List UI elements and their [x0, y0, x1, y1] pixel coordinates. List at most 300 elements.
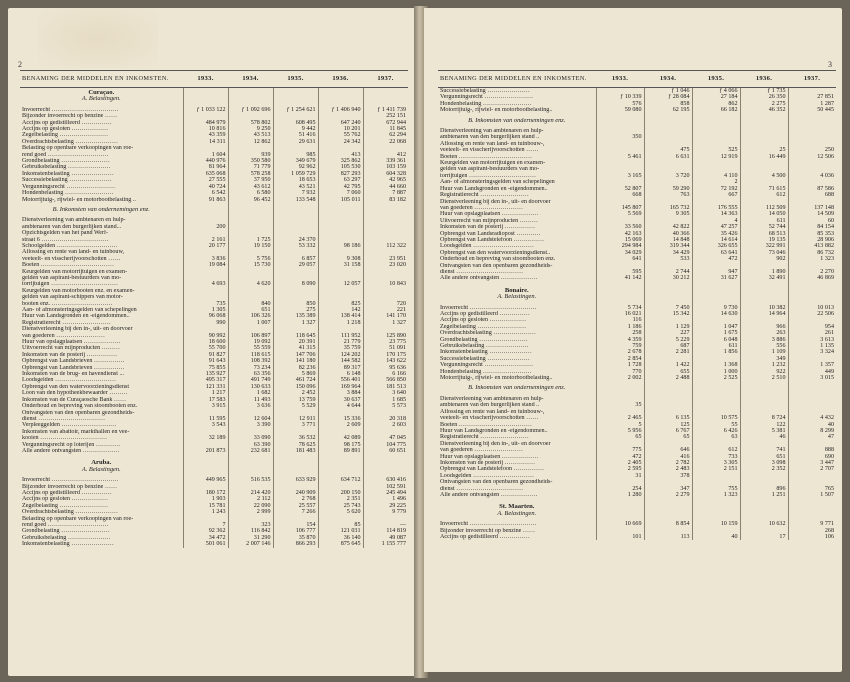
- value-cell: 2 609: [318, 422, 363, 428]
- value-cell: ƒ 4 066: [692, 88, 740, 95]
- value-cell: 4 036: [788, 173, 836, 179]
- value-cell: 668: [596, 192, 644, 198]
- value-cell: 349 679: [273, 158, 318, 164]
- value-cell: 1 232: [740, 362, 788, 368]
- value-cell: 1 675: [692, 330, 740, 336]
- value-cell: 43 521: [273, 184, 318, 190]
- value-cell: 143 622: [363, 358, 408, 364]
- value-cell: 5 573: [363, 403, 408, 409]
- table-row: [438, 492, 836, 498]
- value-cell: 12 911: [273, 416, 318, 422]
- value-cell: 35: [596, 402, 644, 408]
- value-cell: 18 600: [183, 339, 228, 345]
- column-header-1936: 1936.: [740, 71, 788, 88]
- value-cell: 449 965: [183, 477, 228, 483]
- table-row: [438, 192, 836, 198]
- value-cell: 608 495: [273, 120, 318, 126]
- value-cell: 2 768: [273, 496, 318, 502]
- value-cell: 33 090: [228, 435, 273, 441]
- value-cell: 651: [228, 307, 273, 313]
- row-label: Overdrachtsbelasting …………………: [22, 138, 118, 145]
- value-cell: 604 328: [363, 171, 408, 177]
- value-cell: 252 151: [363, 113, 408, 119]
- row-label: Loodsgelden …………………………: [22, 377, 116, 384]
- value-cell: 2 151: [692, 466, 740, 472]
- value-cell: 349: [740, 356, 788, 362]
- value-cell: 31 627: [692, 275, 740, 281]
- row-label: booten enz. …………………………: [22, 300, 113, 307]
- right-page-number: 3: [828, 60, 832, 69]
- table-row: [20, 377, 408, 383]
- table-row: [438, 415, 836, 421]
- left-table-header: [20, 71, 408, 88]
- row-label: Opbrengst van Landstelefoon ……………: [440, 466, 545, 473]
- row-label: Opbrengst van Landsbrieven ……………: [22, 364, 125, 371]
- row-label: Opbrengst van den watervoorzieningsdienst: [22, 383, 130, 390]
- value-cell: 7 450: [644, 305, 692, 311]
- value-cell: 87 586: [788, 186, 836, 192]
- value-cell: 55 559: [228, 345, 273, 351]
- empty-cell: [596, 502, 644, 510]
- column-header-1937: 1937.: [788, 71, 836, 88]
- value-cell: 763: [644, 192, 692, 198]
- value-cell: 7 266: [273, 509, 318, 515]
- value-cell: 135 927: [183, 371, 228, 377]
- value-cell: 4 432: [788, 415, 836, 421]
- value-cell: 10 159: [692, 521, 740, 527]
- value-cell: 1 327: [273, 320, 318, 326]
- right-revenue-table: [438, 70, 836, 540]
- value-cell: 22 090: [228, 503, 273, 509]
- row-label: Dienstverleening van ambtenaren en hulp-: [440, 128, 544, 135]
- value-cell: 113: [644, 534, 692, 540]
- value-cell: 1 000: [692, 369, 740, 375]
- row-label: rend goed …………………………: [22, 522, 109, 528]
- value-cell: 66 182: [692, 107, 740, 113]
- value-cell: 2 007 146: [228, 541, 273, 547]
- row-label: Keurgelden van motorrijtuigen en examen-: [440, 160, 546, 167]
- value-cell: 947: [692, 269, 740, 275]
- row-label: Boeten ………………………………: [440, 421, 532, 428]
- value-cell: 138 414: [318, 313, 363, 319]
- table-row: [20, 477, 408, 483]
- value-cell: 3 447: [788, 460, 836, 466]
- value-cell: 89 891: [318, 448, 363, 454]
- value-cell: 41 315: [273, 345, 318, 351]
- value-cell: 2 854: [596, 356, 644, 362]
- value-cell: 9 730: [692, 305, 740, 311]
- value-cell: 325 862: [318, 158, 363, 164]
- value-cell: ƒ 10 339: [596, 94, 644, 100]
- value-cell: 1 728: [596, 362, 644, 368]
- value-cell: 3 543: [183, 422, 228, 428]
- table-row: [438, 362, 836, 368]
- value-cell: 15 336: [318, 416, 363, 422]
- value-cell: 1 422: [644, 362, 692, 368]
- value-cell: 81 964: [183, 164, 228, 170]
- value-cell: 5 869: [273, 371, 318, 377]
- section-title: St. Maarten.: [499, 503, 535, 511]
- value-cell: 7 887: [363, 190, 408, 196]
- value-cell: 227: [644, 330, 692, 336]
- value-cell: 12 919: [692, 154, 740, 160]
- value-cell: 68 513: [740, 231, 788, 237]
- value-cell: 667: [692, 192, 740, 198]
- value-cell: 106 326: [228, 313, 273, 319]
- value-cell: 896: [740, 486, 788, 492]
- row-label: Opzichtsgelden van het pand Werf-: [22, 230, 109, 237]
- row-label: torrijtuigen ……………………………: [22, 281, 118, 288]
- value-cell: 690: [788, 454, 836, 460]
- value-cell: 90 992: [183, 333, 228, 339]
- value-cell: 9 305: [644, 211, 692, 217]
- row-label: Huur van Landsgronden en -eigendommen..: [440, 427, 548, 434]
- table-row: [20, 541, 408, 547]
- value-cell: 28 906: [788, 237, 836, 243]
- value-cell: 10 575: [692, 415, 740, 421]
- value-cell: 825: [318, 301, 363, 307]
- value-cell: 1 218: [318, 320, 363, 326]
- value-cell: 141 180: [273, 358, 318, 364]
- value-cell: 103 159: [363, 164, 408, 170]
- value-cell: 44 660: [363, 184, 408, 190]
- value-cell: 2 281: [644, 349, 692, 355]
- table-row: [438, 88, 836, 95]
- value-cell: 378: [644, 473, 692, 479]
- value-cell: 5 461: [596, 154, 644, 160]
- right-page: [424, 8, 842, 672]
- value-cell: 651: [740, 454, 788, 460]
- value-cell: 31 158: [318, 262, 363, 268]
- value-cell: ƒ 1 033 122: [183, 107, 228, 113]
- value-cell: 1 890: [740, 269, 788, 275]
- value-cell: 51 416: [273, 132, 318, 138]
- value-cell: 29 057: [273, 262, 318, 268]
- row-label: Vergunningsrecht ……………………: [440, 362, 534, 369]
- table-row: [438, 211, 836, 217]
- value-cell: 10 816: [183, 126, 228, 132]
- value-cell: 525: [692, 147, 740, 153]
- value-cell: 576: [596, 101, 644, 107]
- value-cell: 2 002: [596, 375, 644, 381]
- value-cell: 827 293: [318, 171, 363, 177]
- row-label: Invoerrecht ……………………………: [22, 106, 119, 113]
- value-cell: 75 855: [183, 365, 228, 371]
- value-cell: 121 331: [183, 384, 228, 390]
- subsection-title: B. Inkomsten van ondernemingen enz.: [468, 117, 566, 124]
- value-cell: 3 636: [228, 403, 273, 409]
- value-cell: 888: [788, 447, 836, 453]
- value-cell: 3 324: [788, 349, 836, 355]
- value-cell: 181 513: [363, 384, 408, 390]
- value-cell: 4 359: [596, 337, 644, 343]
- value-cell: 2: [692, 179, 740, 185]
- value-cell: 10 632: [740, 521, 788, 527]
- table-row: [20, 197, 408, 203]
- row-label: Registratierecht ……………………: [22, 319, 111, 326]
- value-cell: 16 021: [596, 311, 644, 317]
- row-label: Schoolgelden …………………………: [22, 242, 118, 249]
- section-title: Aruba.: [91, 459, 112, 467]
- table-row: [438, 447, 836, 453]
- row-label: Accijns op gesloten ………………: [22, 496, 109, 503]
- value-cell: 245 494: [363, 490, 408, 496]
- row-label: Inkomsten van de brug- en havendienst ...: [22, 371, 125, 378]
- value-cell: 121 031: [318, 528, 363, 534]
- value-cell: 595: [596, 269, 644, 275]
- row-label: Inkomsten van de posterij ……………: [440, 224, 536, 231]
- value-cell: 647 240: [318, 120, 363, 126]
- value-cell: 634 712: [318, 477, 363, 483]
- value-cell: 1 685: [363, 397, 408, 403]
- row-label: Ontvangsten van den openbaren gezondheids-: [22, 409, 135, 416]
- row-label: dienst ……………………………: [440, 268, 524, 275]
- value-cell: 775: [596, 447, 644, 453]
- value-cell: 5 529: [273, 403, 318, 409]
- value-cell: ƒ 1 254 621: [273, 107, 318, 113]
- value-cell: 240 909: [273, 490, 318, 496]
- value-cell: 137 148: [788, 205, 836, 211]
- value-cell: 3 836: [183, 256, 228, 262]
- value-cell: 633 929: [273, 477, 318, 483]
- row-label: Huur van opslagplaatsen ………………: [440, 211, 539, 218]
- value-cell: 47: [788, 434, 836, 440]
- row-label: Zegelbelasting ……………………: [22, 502, 109, 509]
- value-cell: 12 862: [228, 139, 273, 145]
- table-row: [20, 509, 408, 515]
- value-cell: 413 882: [788, 243, 836, 249]
- row-label: Onderhoud en bepreving van stoombooten enz.: [440, 256, 556, 263]
- row-label: Verpleeggelden ………………………: [22, 422, 117, 429]
- value-cell: 2 275: [740, 101, 788, 107]
- value-cell: 41 142: [596, 275, 644, 281]
- value-cell: 6 767: [644, 428, 692, 434]
- value-cell: 42 965: [363, 177, 408, 183]
- row-label: Registratierecht ……………………: [440, 434, 529, 441]
- value-cell: 116 842: [228, 528, 273, 534]
- value-cell: 46 869: [788, 275, 836, 281]
- value-cell: 19 150: [228, 243, 273, 249]
- value-cell: 1 368: [692, 362, 740, 368]
- value-cell: 495 317: [183, 377, 228, 383]
- value-cell: 122: [740, 422, 788, 428]
- value-cell: 491 749: [228, 377, 273, 383]
- value-cell: 4 110: [692, 173, 740, 179]
- value-cell: 902: [740, 256, 788, 262]
- value-cell: 201 873: [183, 448, 228, 454]
- value-cell: 11 595: [183, 416, 228, 422]
- row-label: Inkomsten van de posterij ……………: [22, 351, 118, 358]
- value-cell: 91 863: [183, 197, 228, 203]
- row-label: Inkomsten van de posterij ……………: [440, 459, 536, 466]
- left-revenue-table: [20, 70, 408, 548]
- row-label: Accijns op gedistilleerd ……………: [440, 311, 530, 317]
- value-cell: 672 944: [363, 120, 408, 126]
- value-cell: 108 392: [228, 358, 273, 364]
- table-row: [20, 496, 408, 502]
- value-cell: 2 351: [318, 496, 363, 502]
- value-cell: 875 645: [318, 541, 363, 547]
- value-cell: 688: [788, 192, 836, 198]
- value-cell: 5 569: [596, 211, 644, 217]
- value-cell: 40 724: [183, 184, 228, 190]
- value-cell: ƒ 28 084: [644, 94, 692, 100]
- row-label: Hondenbelasting ……………………: [440, 100, 532, 107]
- value-cell: 27 184: [692, 94, 740, 100]
- value-cell: 1 287: [788, 101, 836, 107]
- value-cell: 472: [596, 454, 644, 460]
- value-cell: 60 651: [363, 448, 408, 454]
- row-label: Boeten ………………………………: [440, 153, 532, 160]
- value-cell: 755: [692, 486, 740, 492]
- value-cell: 939: [228, 152, 273, 158]
- value-cell: 83 182: [363, 197, 408, 203]
- value-cell: 8 299: [788, 428, 836, 434]
- value-cell: 21 779: [318, 339, 363, 345]
- row-label: Grondbelasting ……………………: [440, 336, 528, 343]
- row-label: Alle andere ontvangsten ………………: [440, 491, 538, 498]
- value-cell: 31 290: [228, 535, 273, 541]
- value-cell: 1 135: [788, 343, 836, 349]
- row-label: Accijns op gedistilleerd ……………: [22, 119, 112, 126]
- value-cell: 556: [740, 343, 788, 349]
- value-cell: 14 311: [183, 139, 228, 145]
- value-cell: 10 013: [788, 305, 836, 311]
- value-cell: 9 779: [363, 509, 408, 515]
- value-cell: 47 045: [363, 435, 408, 441]
- row-label: Grondbelasting ……………………: [22, 158, 110, 165]
- value-cell: 533: [644, 256, 692, 262]
- value-cell: 72 192: [692, 186, 740, 192]
- table-row: [20, 313, 408, 319]
- value-cell: 5 620: [318, 509, 363, 515]
- value-cell: 116: [596, 317, 644, 323]
- empty-cell: [228, 458, 273, 466]
- row-label: Inkomstenbelasting …………………: [440, 349, 532, 356]
- value-cell: 261: [788, 330, 836, 336]
- value-cell: 12 057: [318, 281, 363, 287]
- value-cell: 17 583: [183, 397, 228, 403]
- value-cell: 1 243: [183, 509, 228, 515]
- value-cell: 2 999: [228, 509, 273, 515]
- value-cell: 17: [740, 534, 788, 540]
- value-cell: 1 725: [228, 237, 273, 243]
- value-cell: ƒ 1 092 696: [228, 107, 273, 113]
- value-cell: 322 991: [740, 243, 788, 249]
- table-row: [438, 466, 836, 472]
- left-page: [8, 8, 418, 676]
- value-cell: 641: [596, 256, 644, 262]
- row-label: Aflossing en rente van land- en tuinbouw-,: [440, 408, 545, 415]
- row-label: Loon van den hypotheekbewaarder ………: [22, 390, 128, 397]
- value-cell: 3 613: [788, 337, 836, 343]
- row-label: Dienstverleening bij den in-, uit- en doorvoer: [22, 326, 133, 333]
- value-cell: 1 047: [692, 324, 740, 330]
- row-label: Zegelbelasting ……………………: [440, 323, 527, 330]
- value-cell: 687: [644, 343, 692, 349]
- value-cell: 12 604: [228, 416, 273, 422]
- value-cell: 2 352: [740, 466, 788, 472]
- value-cell: 14 848: [644, 237, 692, 243]
- value-cell: 37 950: [228, 177, 273, 183]
- value-cell: 1 305: [183, 307, 228, 313]
- table-row: [20, 448, 408, 454]
- row-label: Registratierecht ……………………: [440, 192, 529, 199]
- row-label: Dienstverleening bij den in-, uit- en doorvoer: [440, 198, 551, 205]
- column-header-description: BENAMING DER MIDDELEN EN INKOMSTEN.: [20, 71, 183, 88]
- value-cell: 36 532: [273, 435, 318, 441]
- value-cell: 96 452: [228, 197, 273, 203]
- row-label: Invoerrecht ……………………………: [440, 304, 537, 311]
- value-cell: 34 029: [596, 250, 644, 256]
- value-cell: 52 744: [740, 224, 788, 230]
- value-cell: 294 984: [596, 243, 644, 249]
- value-cell: 9 442: [273, 126, 318, 132]
- value-cell: 200 150: [318, 490, 363, 496]
- right-table-body: [438, 88, 836, 541]
- value-cell: 2 488: [644, 375, 692, 381]
- value-cell: 2 161: [183, 237, 228, 243]
- value-cell: 2 270: [788, 269, 836, 275]
- table-row: [20, 435, 408, 441]
- row-label: van goederen ……………………: [22, 332, 105, 339]
- value-cell: 611: [692, 343, 740, 349]
- column-header-description: BENAMING DER MIDDELEN EN INKOMSTEN.: [438, 71, 596, 88]
- value-cell: 15 069: [596, 237, 644, 243]
- value-cell: 350 580: [228, 158, 273, 164]
- value-cell: 11 493: [228, 397, 273, 403]
- empty-cell: [644, 502, 692, 510]
- empty-cell: [740, 502, 788, 510]
- value-cell: 2 465: [596, 415, 644, 421]
- value-cell: 29 631: [273, 139, 318, 145]
- value-cell: 14 509: [788, 211, 836, 217]
- value-cell: 2 603: [363, 422, 408, 428]
- value-cell: 1 682: [228, 390, 273, 396]
- value-cell: 27 851: [788, 94, 836, 100]
- value-cell: 78 625: [273, 442, 318, 448]
- row-label: Onderhoud en bepreving van stoombooten enz.: [22, 403, 138, 410]
- value-cell: 62 294: [363, 132, 408, 138]
- value-cell: 18 653: [273, 177, 318, 183]
- value-cell: 35 759: [318, 345, 363, 351]
- value-cell: 501 061: [183, 541, 228, 547]
- value-cell: 7 932: [273, 190, 318, 196]
- value-cell: 27 555: [183, 177, 228, 183]
- value-cell: 566 850: [363, 377, 408, 383]
- value-cell: 104 775: [363, 442, 408, 448]
- value-cell: —: [363, 522, 408, 528]
- table-row: [438, 256, 836, 262]
- row-label: gelden van aspirant-bestuurders van mo-: [22, 274, 122, 281]
- value-cell: 86 732: [788, 250, 836, 256]
- value-cell: 1 155 777: [363, 541, 408, 547]
- table-row: [20, 403, 408, 409]
- value-cell: 268: [788, 528, 836, 534]
- value-cell: 60: [788, 218, 836, 224]
- value-cell: 105 530: [318, 164, 363, 170]
- row-label: torrijtuigen ……………………………: [440, 172, 536, 179]
- value-cell: 43 359: [183, 132, 228, 138]
- row-label: Opbrengst van Landsradiopost …………: [440, 230, 541, 237]
- empty-cell: [788, 502, 836, 510]
- table-row: [438, 349, 836, 355]
- value-cell: 866 293: [273, 541, 318, 547]
- value-cell: 150 096: [273, 384, 318, 390]
- value-cell: 24 370: [273, 237, 318, 243]
- row-label: Gebruiksbelasting …………………: [22, 164, 111, 171]
- value-cell: 6 135: [644, 415, 692, 421]
